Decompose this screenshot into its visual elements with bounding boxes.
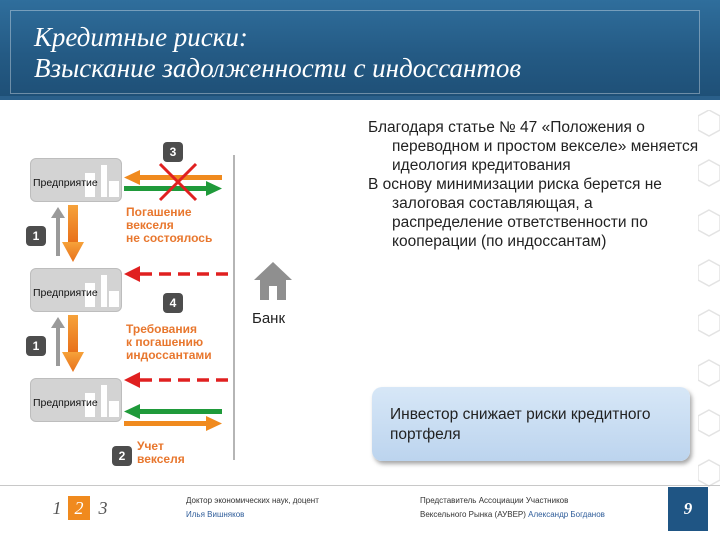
vertical-arrows-upper — [51, 205, 84, 262]
red-dashed-arrow-upper — [124, 266, 232, 282]
enterprise-label: Предприятие — [33, 177, 98, 189]
enterprise-label: Предприятие — [33, 287, 98, 299]
step-badge-4: 4 — [163, 293, 183, 313]
footer-author — [186, 494, 319, 522]
red-cross-icon — [160, 164, 196, 200]
rep-line-2: Вексельного Рынка (АУВЕР) Александр Богданов — [420, 510, 605, 519]
author-name: Илья Вишняков — [186, 510, 245, 519]
title-line-1: Кредитные риски: — [34, 22, 248, 52]
rep-name: Александр Богданов — [528, 510, 605, 519]
bank-label: Банк — [252, 310, 286, 327]
enterprise-label: Предприятие — [33, 397, 98, 409]
slide-number: 9 — [668, 487, 708, 531]
step-badge-1: 1 — [26, 336, 46, 356]
pager-item-2-active[interactable]: 2 — [68, 496, 90, 520]
pager-item-1[interactable]: 1 — [52, 498, 62, 518]
explanation-paragraph-2: В основу минимизации риска берется не залоговая составляющая, а распределение ответственности по кооперации (по индоссантам) — [368, 176, 662, 250]
investor-callout — [372, 387, 690, 461]
house-icon — [252, 260, 294, 302]
author-title: Доктор экономических наук, доцент — [186, 496, 319, 505]
vertical-arrows-lower — [51, 315, 84, 372]
rep-line-1: Представитель Ассоциации Участников — [420, 496, 569, 505]
red-dashed-arrow-lower — [124, 372, 232, 388]
step-badge-3: 3 — [163, 142, 183, 162]
explanation-text — [368, 118, 700, 251]
step-badge-1: 1 — [26, 226, 46, 246]
explanation-paragraph-1: Благодаря статье № 47 «Положения о переводном и простом векселе» меняется идеология кредитования — [368, 119, 699, 174]
footer-representative — [420, 494, 605, 522]
note-payment-failed: Погашение векселя не состоялось — [126, 205, 213, 245]
bank-divider-line — [233, 155, 235, 460]
note-endorser-demands: Требования к погашению индоссантами — [126, 322, 212, 362]
investor-callout-text: Инвестор снижает риски кредитного портфеля — [390, 406, 651, 443]
footer-divider — [0, 485, 720, 486]
step-badge-2: 2 — [112, 446, 132, 466]
pager-item-3[interactable]: 3 — [98, 498, 108, 518]
title-line-2: Взыскание задолженности с индоссантов — [34, 53, 522, 83]
note-bill-discount: Учет векселя — [137, 439, 185, 466]
